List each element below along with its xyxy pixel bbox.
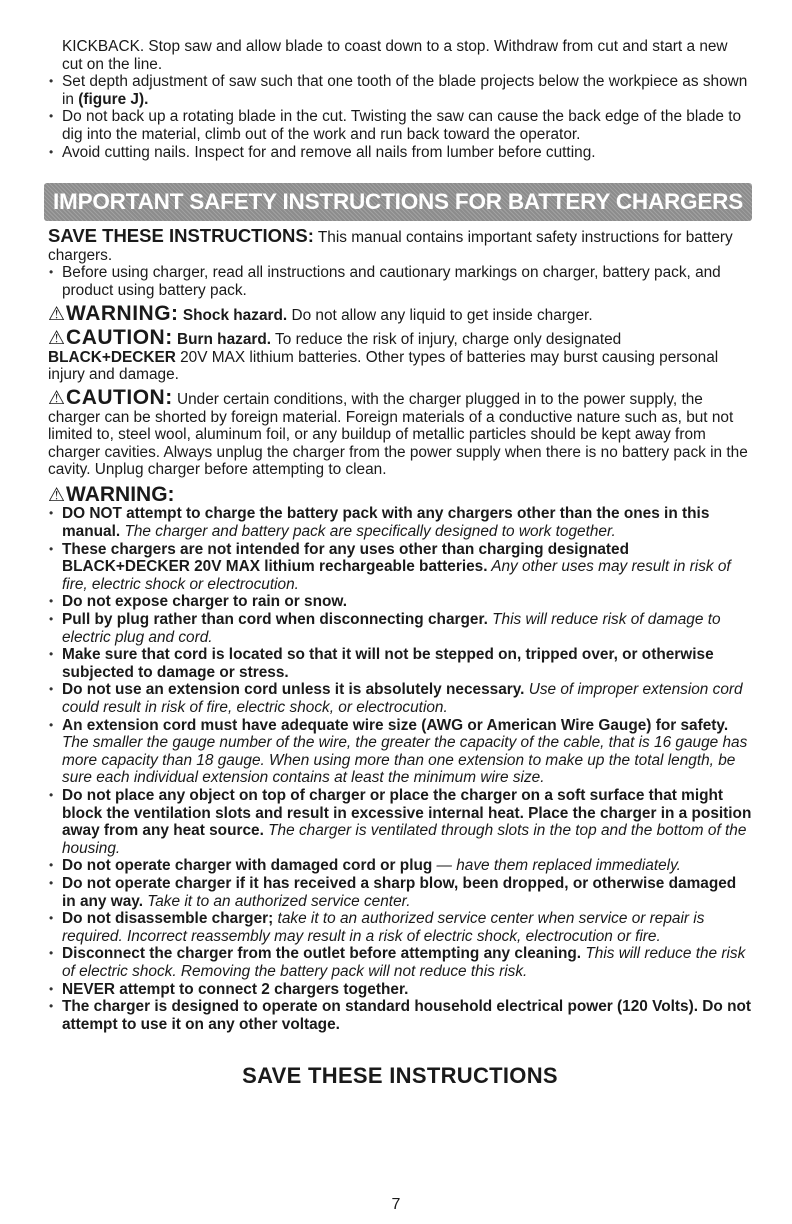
list-item: • Do not operate charger with damaged cord or plug — have them replaced immediately. [48, 857, 752, 875]
save-instructions-block: SAVE THESE INSTRUCTIONS: This manual contains important safety instructions for battery chargers. [48, 225, 733, 264]
warning-triangle-icon: ⚠ [48, 328, 66, 350]
list-item: • Do not operate charger if it has received a sharp blow, been dropped, or otherwise damaged in any way. Take it to an authorized service center. [48, 875, 752, 910]
warning-triangle-icon: ⚠ [48, 484, 66, 506]
warning-label: WARNING: [66, 482, 175, 506]
section-banner: IMPORTANT SAFETY INSTRUCTIONS FOR BATTERY CHARGERS [44, 183, 752, 221]
list-item: • Do not place any object on top of charger or place the charger on a soft surface that might block the ventilation slots and result in excessive internal heat. Place the charger in a position away from any heat source. The charger is ventilated through slots in the top and the bottom of the housing. [48, 787, 752, 857]
figure-reference: (figure J). [78, 90, 149, 108]
save-heading: SAVE THESE INSTRUCTIONS: [48, 225, 314, 247]
short-circuit-caution: ⚠CAUTION: Under certain conditions, with the charger plugged in to the power supply, the charger can be shorted by foreign material. Foreign materials of a conductive nature such as, but not limited to, steel wool, aluminum foil, or any buildup of metallic particles should be kept away from charger cavities. Always unplug the charger from the power supply when there is no battery pack in the cavity. Unplug charger before attempting to clean. [48, 385, 748, 479]
intro-continuation: KICKBACK. Stop saw and allow blade to coast down to a stop. Withdraw from cut and start a new cut on the line. [62, 38, 728, 73]
list-item: • Do not back up a rotating blade in the cut. Twisting the saw can cause the back edge of the blade to dig into the material, climb out of the work and run back toward the operator. [48, 108, 752, 143]
list-item: • NEVER attempt to connect 2 chargers together. [48, 981, 752, 999]
list-item: • Do not disassemble charger; take it to an authorized service center when service or repair is required. Incorrect reassembly may result in a risk of electric shock, electrocution or fire. [48, 910, 752, 945]
list-item: • Pull by plug rather than cord when disconnecting charger. This will reduce risk of damage to electric plug and cord. [48, 611, 752, 646]
list-item: • DO NOT attempt to charge the battery pack with any chargers other than the ones in this manual. The charger and battery pack are specifically designed to work together. [48, 505, 752, 540]
save-bullets [48, 264, 752, 299]
list-item: • Avoid cutting nails. Inspect for and remove all nails from lumber before cutting. [48, 144, 752, 162]
burn-caution: ⚠CAUTION: Burn hazard. To reduce the risk of injury, charge only designated BLACK+DECKER 20V MAX lithium batteries. Other types of batteries may burst causing personal injury and damage. [48, 326, 719, 384]
caution-label: CAUTION: [66, 385, 173, 409]
warning-label: WARNING: [66, 301, 179, 325]
list-item: • Do not expose charger to rain or snow. [48, 593, 752, 611]
intro-bullets [48, 73, 752, 161]
charger-warning-list [48, 505, 752, 1033]
warning-triangle-icon: ⚠ [48, 387, 66, 409]
warning-heading [48, 482, 752, 506]
list-item: • Disconnect the charger from the outlet before attempting any cleaning. This will reduce the risk of electric shock. Removing the battery pack will not reduce this risk. [48, 945, 752, 980]
caution-label: CAUTION: [66, 326, 173, 350]
list-item: • Before using charger, read all instructions and cautionary markings on charger, battery pack, and product using battery pack. [48, 264, 752, 299]
list-item: • Set depth adjustment of saw such that one tooth of the blade projects below the workpiece as shown in (figure J). [48, 73, 752, 108]
brand-name: BLACK+DECKER [48, 348, 176, 366]
list-item: • These chargers are not intended for any uses other than charging designated BLACK+DECKER 20V MAX lithium rechargeable batteries. Any other uses may result in risk of fire, electric shock or electrocution. [48, 541, 752, 594]
warning-triangle-icon: ⚠ [48, 303, 66, 325]
page-number: 7 [391, 1196, 401, 1213]
shock-warning: ⚠WARNING: Shock hazard. Do not allow any liquid to get inside charger. [48, 301, 593, 325]
list-item: • An extension cord must have adequate wire size (AWG or American Wire Gauge) for safety. The smaller the gauge number of the wire, the greater the capacity of the cable, that is 16 gauge has more capacity than 18 gauge. When using more than one extension to make up the total length, be sure each individual extension contains at least the minimum wire size. [48, 717, 752, 787]
save-instructions-footer: SAVE THESE INSTRUCTIONS [242, 1063, 558, 1089]
list-item: • Make sure that cord is located so that it will not be stepped on, tripped over, or otherwise subjected to damage or stress. [48, 646, 752, 681]
list-item: • Do not use an extension cord unless it is absolutely necessary. Use of improper extension cord could result in risk of fire, electric shock, or electrocution. [48, 681, 752, 716]
list-item: • The charger is designed to operate on standard household electrical power (120 Volts). Do not attempt to use it on any other voltage. [48, 998, 752, 1033]
